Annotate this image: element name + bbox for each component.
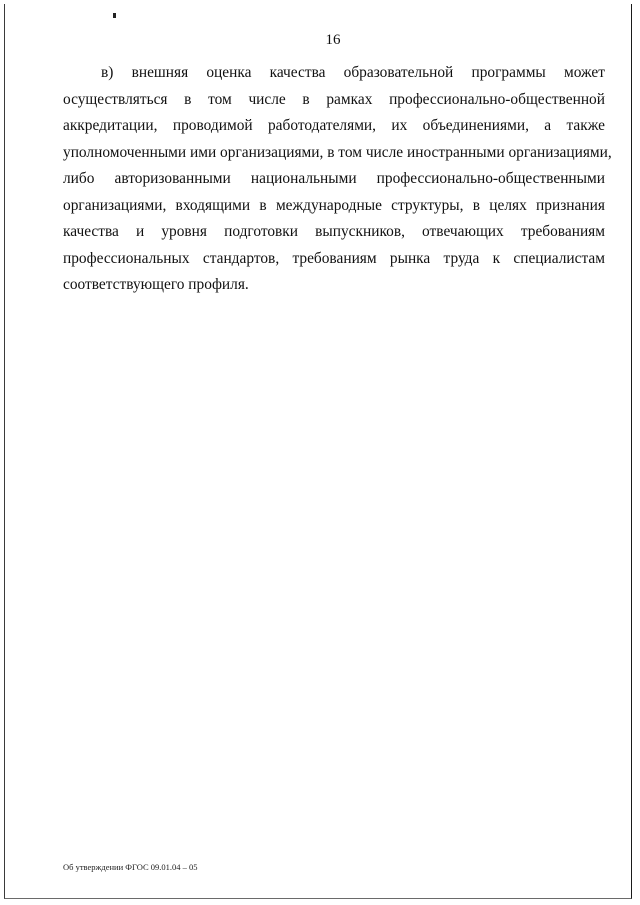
word: авторизованными: [114, 170, 231, 187]
paragraph-line-6: [63, 193, 605, 220]
word: качества: [269, 64, 326, 81]
word: объединениями,: [422, 117, 529, 134]
word: организациями,: [63, 196, 167, 214]
word: образовательной: [343, 64, 454, 81]
word: в: [259, 196, 267, 214]
word: подготовки: [224, 223, 299, 240]
word: том: [208, 90, 232, 108]
word: уровня: [161, 223, 207, 240]
word: их: [391, 117, 408, 134]
word: программы: [471, 64, 546, 81]
word: требованиям: [292, 249, 377, 267]
page-number: 16: [325, 32, 341, 48]
paragraph-line-2: [63, 87, 605, 114]
word: либо: [63, 170, 95, 187]
word: признания: [536, 196, 605, 214]
word: входящими: [175, 196, 251, 214]
paragraph-line-9: [63, 272, 605, 299]
word: рынка: [389, 249, 431, 267]
word: стандартов,: [202, 249, 280, 267]
paragraph-line-7: [63, 219, 605, 246]
word: национальными: [250, 170, 357, 187]
word: внешняя: [131, 64, 189, 81]
line-text: соответствующего профиля.: [63, 276, 249, 293]
word: отвечающих: [422, 223, 504, 240]
paragraph-line-5: [63, 166, 605, 193]
word: труда: [443, 249, 480, 267]
word: профессиональных: [63, 249, 190, 267]
word: проводимой: [172, 117, 253, 134]
paragraph-line-3: [63, 113, 605, 140]
word: рамках: [326, 90, 373, 108]
word: целях: [489, 196, 527, 214]
word: профессионально-общественной: [389, 90, 605, 108]
paragraph-line-8: [63, 246, 605, 273]
word: структуры,: [391, 196, 464, 214]
word: в: [302, 90, 310, 108]
word: международные: [275, 196, 382, 214]
word: и: [135, 223, 145, 240]
paragraph: [63, 60, 612, 299]
word: выпускников,: [315, 223, 405, 240]
word: качества: [63, 223, 119, 240]
word: оценка: [206, 64, 252, 81]
footer-document-reference: Об утверждении ФГОС 09.01.04 – 05: [63, 862, 198, 872]
word: а: [544, 117, 552, 134]
word: работодателями,: [267, 117, 377, 134]
scan-mark: [113, 13, 116, 18]
paragraph-line-4: [63, 140, 612, 167]
word: профессионально-общественными: [376, 170, 605, 187]
word: в: [472, 196, 481, 214]
word: также: [566, 117, 605, 134]
word: в): [101, 64, 114, 81]
word: числе: [248, 90, 286, 108]
word: к: [492, 249, 501, 267]
paragraph-line-1: [63, 60, 605, 87]
word: в: [184, 90, 192, 108]
line-text: уполномоченными ими организациями, в том числе иностранными организациями,: [63, 143, 612, 161]
word: требованиям: [520, 223, 605, 240]
word: может: [563, 64, 605, 81]
word: осуществляться: [63, 90, 168, 108]
word: аккредитации,: [63, 117, 158, 134]
word: специалистам: [513, 249, 605, 267]
